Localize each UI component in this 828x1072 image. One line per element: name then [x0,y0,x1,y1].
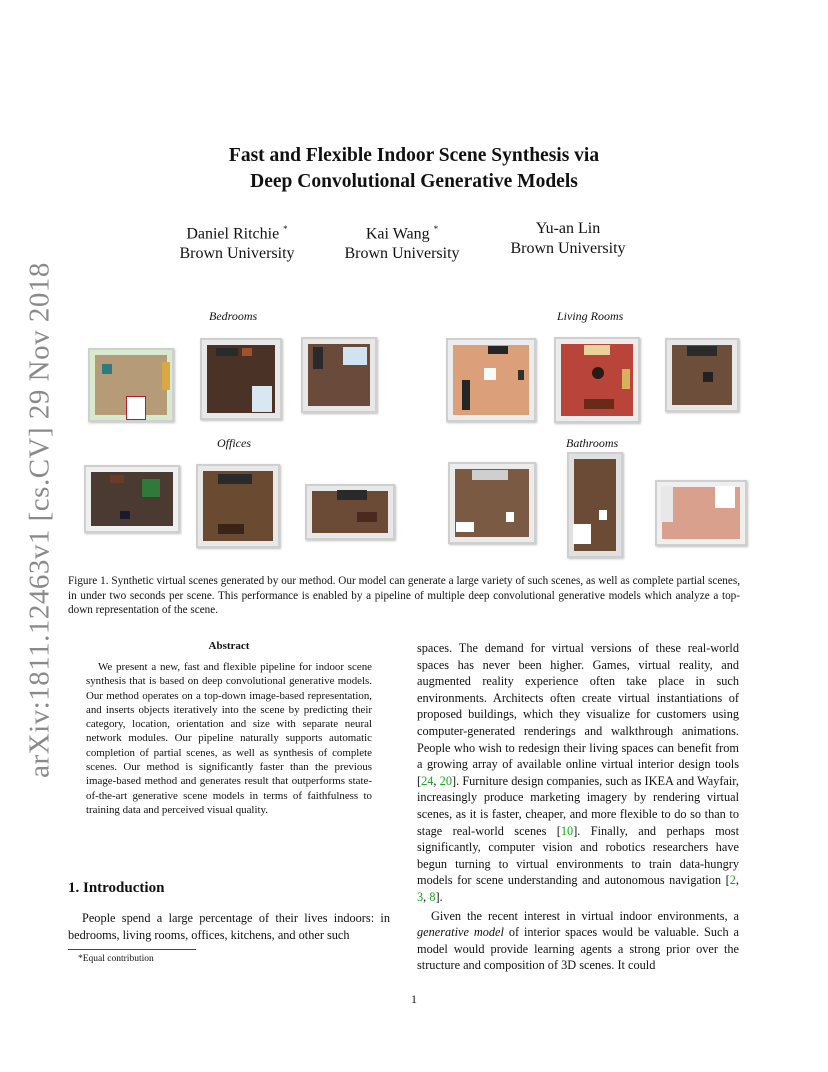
figure-caption: Figure 1. Synthetic virtual scenes generated by our method. Our model can generate a large variety of such scenes, as well as complete partial scenes, in under two seconds per scene. This performance is enabled by a pipeline of multiple deep convolutional generative models which analyze a top-down representation of the scene. [68,575,740,616]
text-run: ]. Finally, and perhaps most significantly, computer vision and robotics researchers have begun turning to virtual environments to train data-hungry models for scene understanding and autonomous navigation [ [417,823,740,888]
author-mark: * [433,224,439,234]
abstract-section [68,640,390,817]
author-name: Kai Wang [365,225,430,243]
citation-link[interactable]: 2 [729,873,736,888]
citation-link[interactable]: 8 [429,889,436,904]
text-run: , [433,773,440,788]
living-room-render-2 [554,337,640,423]
introduction-text-left: People spend a large percentage of their lives indoors: in bedrooms, living rooms, offices, kitchens, and other such [68,911,390,942]
author-name: Daniel Ritchie [186,225,280,243]
author-affiliation: Brown University [344,245,460,263]
page-number: 1 [411,992,417,1006]
citation-link[interactable]: 3 [417,889,424,904]
citation-link[interactable]: 24 [421,773,434,788]
bathroom-render-2 [567,452,623,558]
bathroom-render-1 [448,462,536,544]
living-room-render-3 [665,338,739,412]
bedroom-render-2 [200,338,282,420]
author-affiliation: Brown University [510,240,626,257]
label-living-rooms: Living Rooms [557,309,624,323]
text-run: spaces. The demand for virtual versions of these real-world spaces has never been higher. Games, virtual reality, and augmented reality experience often take place in such environments. Architects often create virtual instantiations of proposed buildings, which they visualize for customers using computer-generated renderings and walkthrough animations. People who wish to redesign their living spaces can benefit from a growing array of available online virtual interior design tools [ [417,641,739,788]
paragraph-2 [417,908,739,974]
author-block-3 [483,219,653,259]
paper-title [0,143,828,195]
living-room-render-1 [446,338,536,422]
author-block-2 [317,219,487,264]
paragraph-1 [417,640,739,906]
office-render-3 [305,484,395,540]
arxiv-stamp-text: arXiv:1811.12463v1 [cs.CV] 29 Nov 2018 [23,262,56,778]
label-offices: Offices [217,436,251,450]
author-mark: * [283,224,288,234]
title-line-2: Deep Convolutional Generative Models [250,171,578,192]
text-run: of interior spaces would be valuable. Such a model would provide learning agents a strong prior over the structure and composition of 3D scenes. It could [417,925,739,973]
arxiv-stamp [20,262,60,778]
text-run: , [735,873,739,888]
title-line-1: Fast and Flexible Indoor Scene Synthesis via [228,145,600,166]
author-name: Yu-an Lin [535,220,601,237]
bedroom-render-1 [88,348,174,422]
author-block-1 [152,219,322,264]
abstract-heading: Abstract [208,640,250,652]
introduction-text-right [417,640,739,974]
citation-link[interactable]: 10 [560,823,574,838]
bathroom-render-3 [655,480,747,546]
footnote: *Equal contribution [78,954,154,964]
office-render-1 [84,465,180,533]
emphasis: generative model [417,925,504,940]
text-run: ]. [435,889,443,904]
bedroom-render-3 [301,337,377,413]
label-bedrooms: Bedrooms [209,309,258,323]
text-run: , [423,889,430,904]
footnote-divider [68,949,196,950]
abstract-text: We present a new, fast and flexible pipeline for indoor scene synthesis that is based on deep convolutional generative models. Our method operates on a top-down image-based representation, and inserts objects iteratively into the scene by predicting their category, location, orientation and size with separate neural network modules. Our pipeline naturally supports automatic completion of partial scenes, as well as synthesis of complete scenes. Our method is significantly faster than the previous image-based method and generates result that outperforms state-of-the-art generative scene models in terms of faithfulness to training data and perceived visual quality. [86,661,372,816]
text-run: ]. Furniture design companies, such as IKEA and Wayfair, increasingly produce marketing imagery by rendering virtual scenes, as it is faster, cheaper, and more flexible to do so than to stage real-world scenes [ [417,773,739,838]
office-render-2 [196,464,280,548]
citation-link[interactable]: 20 [439,773,452,788]
section-heading-introduction: 1. Introduction [68,880,165,896]
label-bathrooms: Bathrooms [566,436,619,450]
author-affiliation: Brown University [179,245,295,263]
text-run: Given the recent interest in virtual indoor environments, a [431,908,739,923]
